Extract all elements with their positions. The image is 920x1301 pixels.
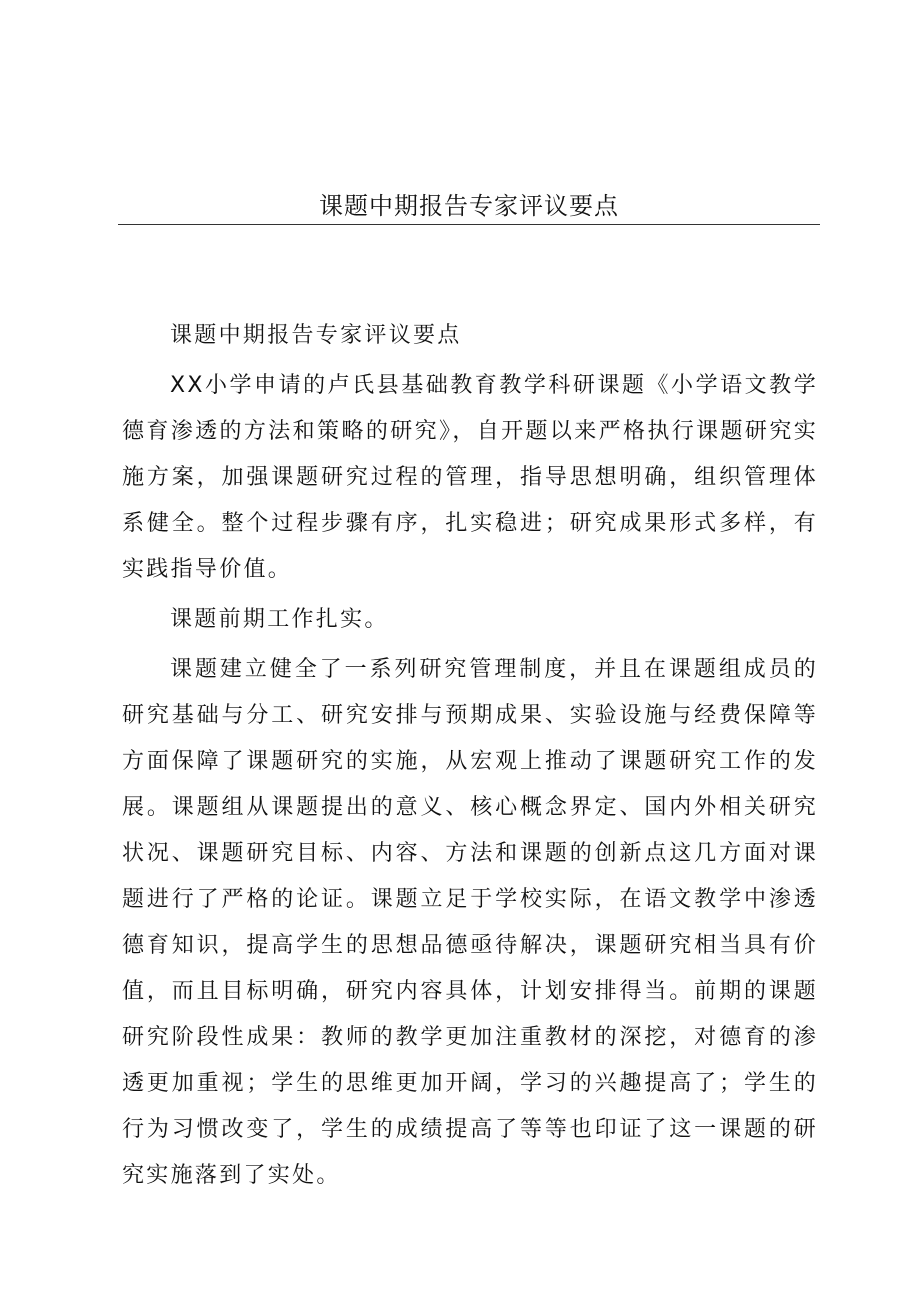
paragraph-subheading: 课题前期工作扎实。 — [170, 607, 389, 632]
paragraph-details: 课题建立健全了一系列研究管理制度，并且在课题组成员的研究基础与分工、研究安排与预期成果、实验设施与经费保障等方面保障了课题研究的实施，从宏观上推动了课题研究工作的发展。课题组从课题提出的意义、核心概念界定、国内外相关研究状况、课题研究目标、内容、方法和课题的创新点这几方面对课题进行了严格的论证。课题立足于学校实际，在语文教学中渗透德育知识，提高学生的思想品德亟待解决，课题研究相当具有价值，而且目标明确，研究内容具体，计划安排得当。前期的课题研究阶段性成果：教师的教学更加注重教材的深挖，对德育的渗透更加重视；学生的思维更加开阔，学习的兴趣提高了；学生的行为习惯改变了，学生的成绩提高了等等也印证了这一课题的研究实施落到了实处。 — [122, 657, 818, 1188]
page-header — [118, 190, 820, 225]
document-body — [122, 313, 818, 1199]
paragraph-intro: XX小学申请的卢氏县基础教育教学科研课题《小学语文教学德育渗透的方法和策略的研究》，自开题以来严格执行课题研究实施方案，加强课题研究过程的管理，指导思想明确，组织管理体系健全。整个过程步骤有序，扎实稳进；研究成果形式多样，有实践指导价值。 — [122, 373, 818, 582]
header-title: 课题中期报告专家评议要点 — [319, 192, 619, 220]
body-heading: 课题中期报告专家评议要点 — [170, 323, 462, 348]
